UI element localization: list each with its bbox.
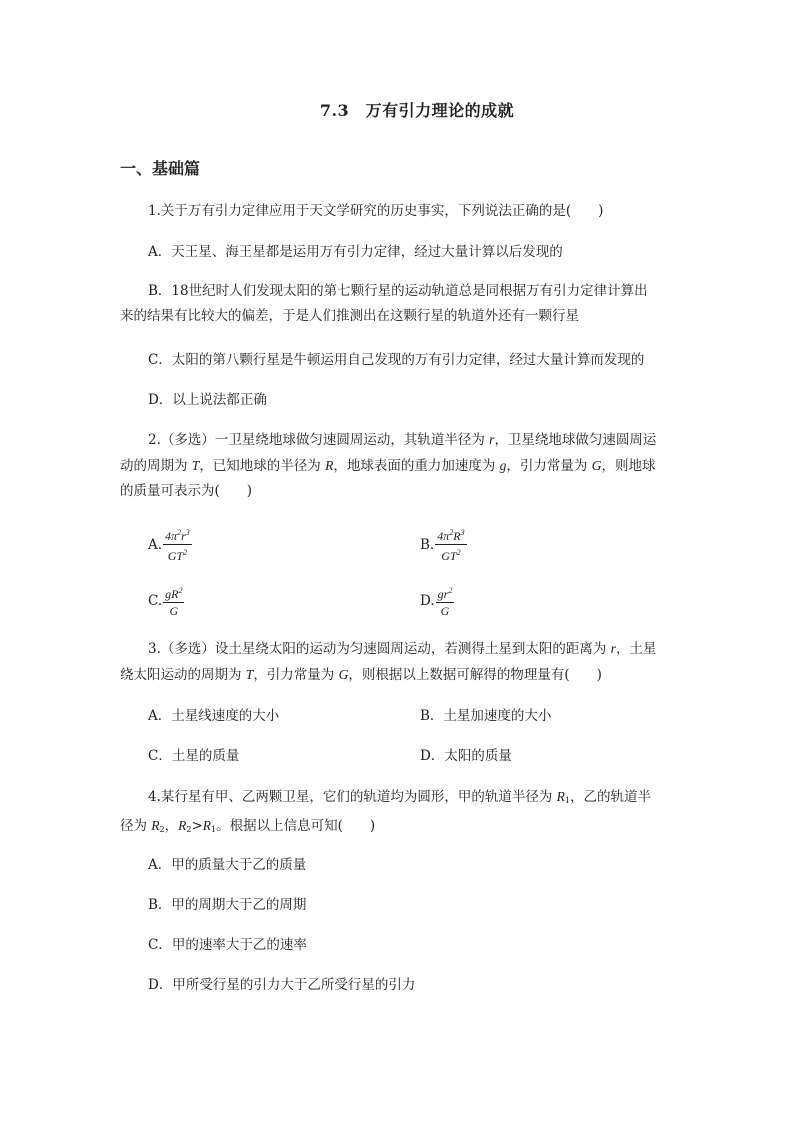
question-3-option-d: D．太阳的质量	[420, 748, 512, 764]
question-4-option-a: A．甲的质量大于乙的质量	[148, 857, 307, 873]
formula-b: $\frac{4\pi^2R^3}{GT^2}$	[437, 528, 465, 563]
question-2-stem: 2.（多选）一卫星绕地球做匀速圆周运动，其轨道半径为 r，卫星绕地球做匀速圆周运动的周期为 T，已知地球的半径为 R，地球表面的重力加速度为 g，引力常量为 G，则地球的质量可表示为( )	[120, 432, 657, 499]
question-1-stem: 1.关于万有引力定律应用于天文学研究的历史事实，下列说法正确的是( )	[148, 203, 604, 219]
section-heading: 一、基础篇	[120, 159, 201, 178]
question-3-option-b: B．土星加速度的大小	[420, 708, 552, 724]
question-2-option-b	[420, 526, 467, 563]
option-c-label: C.	[148, 593, 163, 609]
question-2-option-c	[148, 584, 184, 618]
question-1-option-d: D．以上说法都正确	[148, 392, 267, 408]
question-4-option-b: B．甲的周期大于乙的周期	[148, 897, 307, 913]
question-1-option-b: B．18世纪时人们发现太阳的第七颗行星的运动轨道总是同根据万有引力定律计算出来的结果有比较大的偏差，于是人们推测出在这颗行星的轨道外还有一颗行星	[120, 283, 648, 324]
question-2-option-a	[148, 526, 192, 563]
question-3-option-c: C．土星的质量	[148, 748, 240, 764]
formula-c: $\frac{gR^2}{G}$	[165, 586, 183, 618]
question-4-option-d: D．甲所受行星的引力大于乙所受行星的引力	[148, 977, 416, 993]
question-4-option-c: C．甲的速率大于乙的速率	[148, 937, 307, 953]
question-1-option-c: C．太阳的第八颗行星是牛顿运用自己发现的万有引力定律，经过大量计算而发现的	[148, 352, 645, 368]
option-b-label: B.	[420, 536, 435, 553]
question-1-option-a: A．天王星、海王星都是运用万有引力定律，经过大量计算以后发现的	[148, 244, 563, 260]
option-d-label: D.	[420, 593, 435, 609]
question-3-stem: 3.（多选）设土星绕太阳的运动为匀速圆周运动，若测得土星到太阳的距离为 r，土星绕太阳运动的周期为 T，引力常量为 G，则根据以上数据可解得的物理量有( )	[120, 641, 657, 683]
formula-a: $\frac{4\pi^2r^3}{GT^2}$	[165, 528, 190, 563]
option-a-label: A.	[148, 536, 163, 553]
page-title: 7.3 万有引力理论的成就	[319, 101, 515, 120]
question-3-option-a: A．土星线速度的大小	[148, 708, 280, 724]
formula-d: $\frac{gr^2}{G}$	[437, 586, 453, 618]
question-4-stem: 4.某行星有甲、乙两颗卫星，它们的轨道均为圆形，甲的轨道半径为 $R_1$，乙的轨道半径为 $R_2$，$R_2>R_1$。根据以上信息可知( )	[120, 789, 652, 834]
question-2-option-d	[420, 584, 454, 618]
